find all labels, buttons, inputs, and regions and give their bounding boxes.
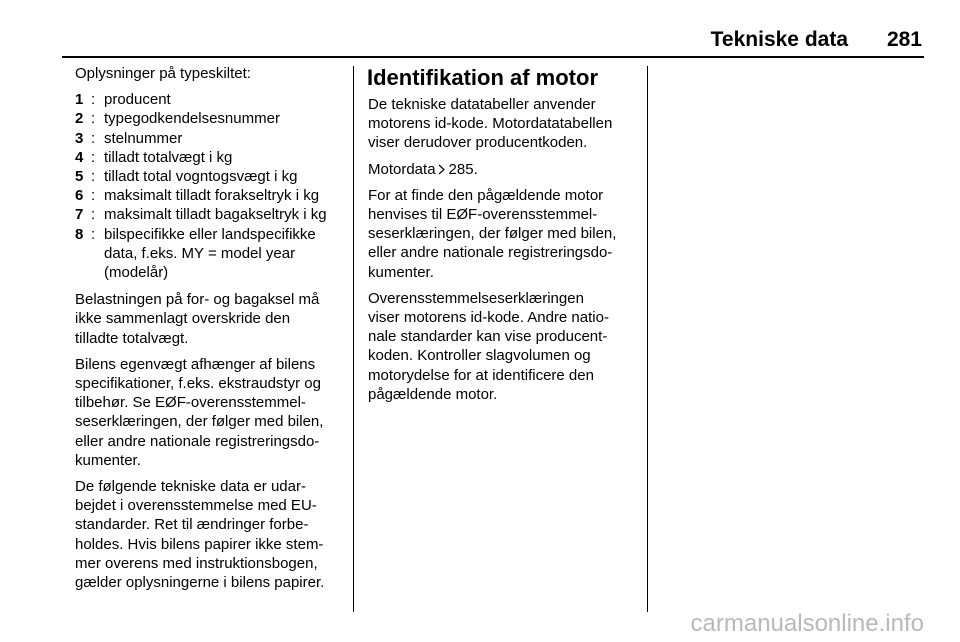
page-number: 281 — [886, 28, 922, 51]
list-item-number: 3 — [75, 129, 84, 147]
list-item-text: tilladt total vogntogsvægt i kg — [104, 168, 298, 186]
right-column — [368, 64, 638, 411]
engine-code-paragraph: De tekniske datatabeller anvender motorens id-kode. Motordatatabellen viser derudover producentkoden. — [368, 96, 613, 152]
motordata-page-link[interactable]: 285. — [448, 160, 478, 178]
list-item — [75, 90, 355, 109]
list-item-text: typegodkendelsesnummer — [104, 110, 280, 128]
list-item-text: bilspecifikke eller landspecifikke data, f.eks. MY = model year (modelår) — [104, 225, 316, 282]
list-item — [75, 167, 355, 186]
left-column — [75, 64, 355, 599]
running-header-title: Tekniske data — [710, 28, 848, 51]
list-item-number: 6 — [75, 187, 84, 205]
axle-load-paragraph: Belastningen på for- og bagaksel må ikke sammenlagt overskride den tilladte totalvægt. — [75, 291, 320, 347]
list-item-number: 5 — [75, 168, 84, 186]
type-plate-list — [75, 90, 355, 282]
motordata-reference — [368, 160, 638, 179]
list-item-separator: : — [91, 225, 96, 243]
type-plate-intro: Oplysninger på typeskiltet: — [75, 65, 251, 82]
section-heading: Identifikation af motor — [367, 65, 598, 90]
list-item-text: stelnummer — [104, 129, 183, 147]
arrow-right-icon — [438, 164, 445, 175]
declaration-paragraph: Overensstemmelseserklæringen viser motorens id-kode. Andre natio- nale standarder kan vise producent- koden. Kontroller slagvolumen og motorydelse for at identificere den pågældende motor. — [368, 289, 609, 403]
eu-standards-paragraph: De følgende tekniske data er udar- bejdet i overensstemmelse med EU- standarder. Ret til ændringer forbe- holdes. Hvis bilens papirer ikke stem- mer overens med instruktionsbogen, gælder oplysningerne i bilens papirer. — [75, 478, 325, 592]
list-item-text: maksimalt tilladt bagakseltryk i kg — [104, 206, 327, 224]
list-item — [75, 186, 355, 205]
list-item-number: 7 — [75, 206, 84, 224]
list-item-number: 2 — [75, 110, 84, 128]
list-item-text: maksimalt tilladt forakseltryk i kg — [104, 187, 320, 205]
find-engine-paragraph: For at finde den pågældende motor henvises til EØF-overensstemmel- seserklæringen, der følger med bilen, eller andre nationale registreringsdo- kumenter. — [368, 186, 617, 281]
list-item — [75, 129, 355, 148]
list-item — [75, 109, 355, 128]
motordata-label: Motordata — [368, 160, 436, 178]
list-item-separator: : — [91, 110, 96, 128]
watermark: carmanualsonline.info — [690, 610, 924, 637]
list-item — [75, 205, 355, 224]
list-item-text: producent — [104, 91, 171, 109]
list-item-text: tilladt totalvægt i kg — [104, 148, 233, 166]
list-item-separator: : — [91, 187, 96, 205]
list-item-separator: : — [91, 148, 96, 166]
list-item-number: 8 — [75, 225, 84, 243]
list-item — [75, 225, 355, 283]
list-item — [75, 148, 355, 167]
list-item-separator: : — [91, 168, 96, 186]
list-item-number: 1 — [75, 91, 84, 109]
list-item-separator: : — [91, 206, 96, 224]
curb-weight-paragraph: Bilens egenvægt afhænger af bilens specifikationer, f.eks. ekstraudstyr og tilbehør. Se EØF-overensstemmel- seserklæringen, der følger med bilen, eller andre nationale registreringsdo- kumenter. — [75, 355, 324, 469]
list-item-number: 4 — [75, 148, 84, 166]
list-item-separator: : — [91, 129, 96, 147]
list-item-separator: : — [91, 91, 96, 109]
column-divider-right — [647, 66, 648, 612]
header-rule — [62, 56, 924, 58]
